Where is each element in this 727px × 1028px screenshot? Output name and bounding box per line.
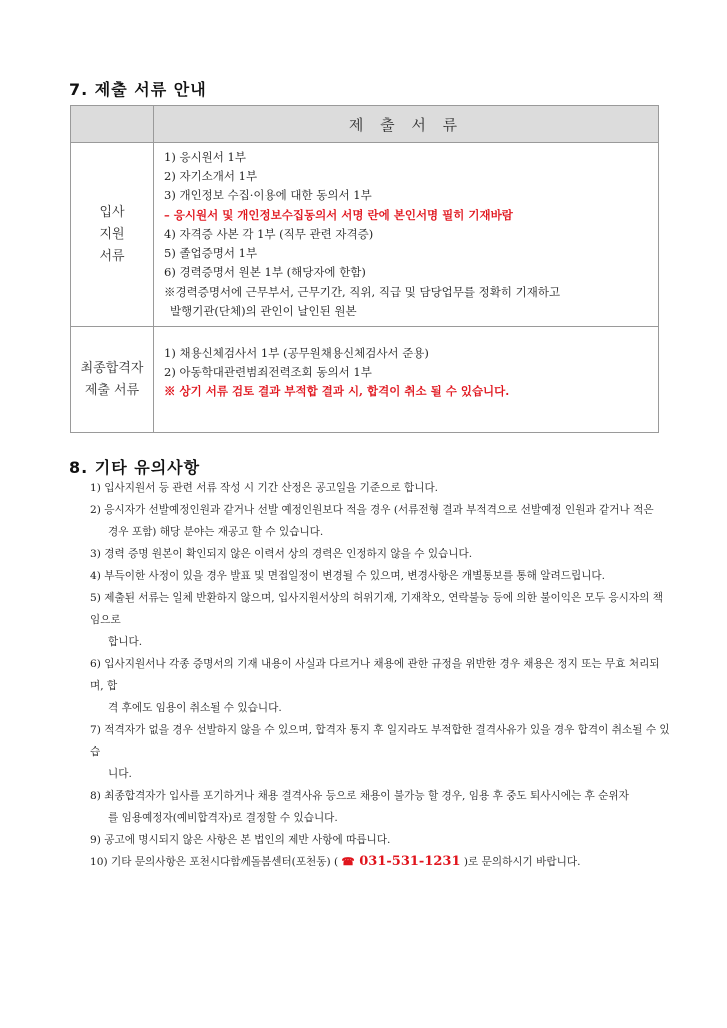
note-text: 4) 부득이한 사정이 있을 경우 발표 및 면접일정이 변경될 수 있으며, 변경사항은 개별통보를 통해 알려드립니다. bbox=[90, 570, 606, 582]
note-item bbox=[90, 829, 670, 851]
note-item bbox=[90, 543, 670, 565]
table-row-final bbox=[71, 327, 659, 433]
list-item: 2) 아동학대관련범죄전력조회 동의서 1부 bbox=[164, 364, 372, 379]
list-item: 2) 자기소개서 1부 bbox=[164, 168, 258, 183]
note-text: 3) 경력 증명 원본이 확인되지 않은 이력서 상의 경력은 인정하지 않을 수 있습니다. bbox=[90, 548, 473, 560]
note-item bbox=[90, 477, 670, 499]
contact-suffix: )로 문의하시기 바랍니다. bbox=[460, 856, 581, 868]
list-item: ※경력증명서에 근무부서, 근무기간, 직위, 직급 및 담당업무를 정확히 기재하고 bbox=[164, 284, 561, 299]
row-items-application bbox=[154, 143, 659, 327]
row-label-line: 최종합격자 bbox=[80, 360, 144, 376]
list-item: 4) 자격증 사본 각 1부 (직무 관련 자격증) bbox=[164, 226, 374, 241]
note-item bbox=[90, 587, 670, 653]
row-label-line: 지원 bbox=[99, 226, 125, 242]
list-item-highlight: ※ 상기 서류 검토 결과 부적합 결과 시, 합격이 취소 될 수 있습니다. bbox=[164, 384, 510, 399]
contact-prefix: 10) 기타 문의사항은 포천시다함께돌봄센터(포천동) ( bbox=[90, 856, 342, 868]
contact-note bbox=[90, 851, 670, 873]
phone-icon: ☎ bbox=[341, 856, 355, 868]
note-text: 9) 공고에 명시되지 않은 사항은 본 법인의 제반 사항에 따릅니다. bbox=[90, 834, 391, 846]
note-text: 7) 적격자가 없을 경우 선발하지 않을 수 있으며, 합격자 통지 후 일지라도 부적합한 결격사유가 있을 경우 합격이 취소될 수 있습 bbox=[90, 724, 670, 758]
note-item bbox=[90, 499, 670, 543]
note-item bbox=[90, 719, 670, 785]
list-item-highlight: – 응시원서 및 개인정보수집동의서 서명 란에 본인서명 필히 기재바람 bbox=[164, 207, 513, 222]
row-label-line: 제출 서류 bbox=[84, 382, 140, 398]
row-label-final bbox=[71, 327, 154, 433]
note-item bbox=[90, 653, 670, 719]
phone-number: 031-531-1231 bbox=[354, 854, 461, 869]
table-header-label: 제 출 서 류 bbox=[154, 106, 659, 143]
row-label-application bbox=[71, 143, 154, 327]
list-item: 3) 개인정보 수집·이용에 대한 동의서 1부 bbox=[164, 188, 372, 203]
note-continuation: 격 후에도 임용이 취소될 수 있습니다. bbox=[108, 702, 282, 714]
list-item: 6) 경력증명서 원본 1부 (해당자에 한함) bbox=[164, 265, 366, 280]
note-continuation: 경우 포함) 해당 분야는 재공고 할 수 있습니다. bbox=[108, 526, 324, 538]
note-continuation: 를 임용예정자(예비합격자)로 결정할 수 있습니다. bbox=[108, 812, 338, 824]
list-item: 발행기관(단체)의 관인이 날인된 원본 bbox=[170, 304, 357, 319]
row-items-final bbox=[154, 327, 659, 433]
table-header-row bbox=[71, 106, 659, 143]
note-text: 1) 입사지원서 등 관련 서류 작성 시 기간 산정은 공고일을 기준으로 합니다. bbox=[90, 482, 439, 494]
row-label-line: 입사 bbox=[99, 204, 125, 220]
section-7-title: 7. 제출 서류 안내 bbox=[69, 80, 207, 99]
header-blank-cell bbox=[71, 106, 154, 143]
note-text: 5) 제출된 서류는 일체 반환하지 않으며, 입사지원서상의 허위기재, 기재착오, 연락불능 등에 의한 불이익은 모두 응시자의 책임으로 bbox=[90, 592, 663, 626]
note-item bbox=[90, 785, 670, 829]
note-continuation: 니다. bbox=[108, 768, 132, 780]
note-item bbox=[90, 565, 670, 587]
row-label-line: 서류 bbox=[99, 248, 125, 264]
note-text: 8) 최종합격자가 입사를 포기하거나 채용 결격사유 등으로 채용이 불가능 할 경우, 임용 후 중도 퇴사시에는 후 순위자 bbox=[90, 790, 629, 802]
documents-table bbox=[70, 105, 659, 433]
list-item: 1) 응시원서 1부 bbox=[164, 149, 246, 164]
note-continuation: 합니다. bbox=[108, 636, 143, 648]
list-item: 1) 채용신체검사서 1부 (공무원채용신체검사서 준용) bbox=[164, 345, 429, 360]
note-text: 2) 응시자가 선발예정인원과 같거나 선발 예정인원보다 적을 경우 (서류전형 결과 부적격으로 선발예정 인원과 같거나 적은 bbox=[90, 504, 654, 516]
notes-list bbox=[90, 477, 670, 873]
section-8-title: 8. 기타 유의사항 bbox=[69, 458, 201, 477]
table-row-application bbox=[71, 143, 659, 327]
note-text: 6) 입사지원서나 각종 증명서의 기재 내용이 사실과 다르거나 채용에 관한 규정을 위반한 경우 채용은 정지 또는 무효 처리되며, 합 bbox=[90, 658, 660, 692]
list-item: 5) 졸업증명서 1부 bbox=[164, 246, 258, 261]
